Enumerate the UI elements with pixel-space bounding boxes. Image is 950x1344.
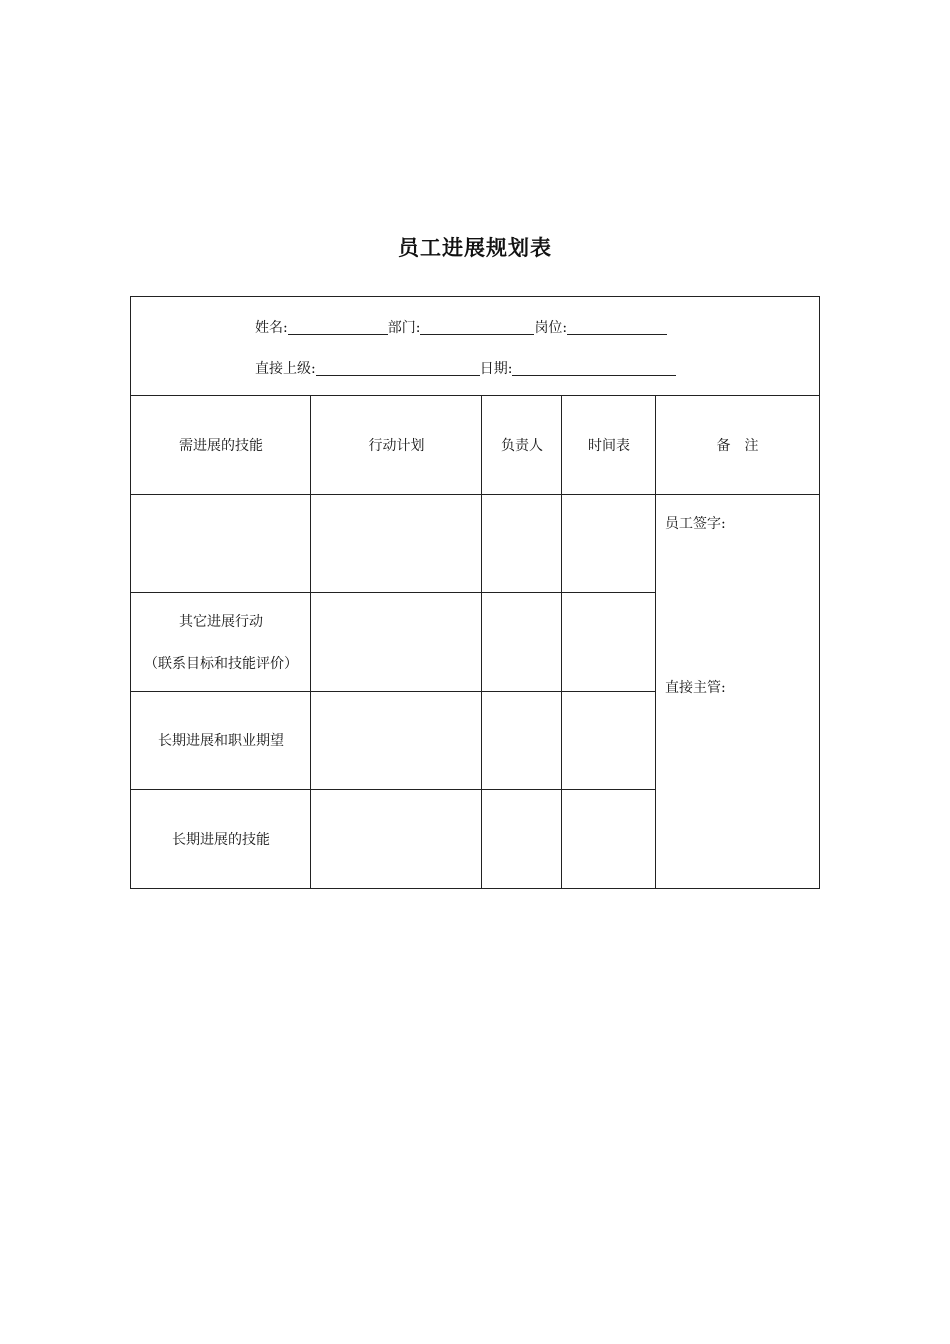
column-header-skill: 需进展的技能 [179,437,263,454]
page-title: 员工进展规划表 [398,236,552,260]
row-label-line: 其它进展行动 [179,613,263,630]
date-label: 日期: [479,361,513,377]
supervisor-field[interactable] [316,361,480,376]
column-header-owner: 负责人 [501,437,543,454]
plan-form [130,296,820,889]
post-label: 岗位: [534,320,568,336]
name-label: 姓名: [255,320,288,336]
dept-label: 部门: [387,320,421,336]
column-header-action-plan: 行动计划 [368,437,425,454]
row-label-other-actions [131,592,311,691]
employee-signature-label: 员工签字: [665,516,726,532]
row-label-skill[interactable] [131,494,311,592]
date-field[interactable] [512,361,676,376]
row-label-line: 长期进展的技能 [172,831,270,848]
supervisor-label: 直接上级: [255,361,316,377]
column-header-remarks: 备 注 [716,437,759,454]
dept-field[interactable] [420,320,534,335]
direct-manager-label: 直接主管: [665,680,726,696]
row-label-line: （联系目标和技能评价） [144,655,298,672]
post-field[interactable] [567,320,667,335]
name-field[interactable] [288,320,388,335]
info-line-2 [255,361,676,376]
row-label-long-term-career [131,691,311,789]
column-header-schedule: 时间表 [588,437,630,454]
row-label-long-term-skills [131,789,311,888]
info-line-1 [255,320,667,335]
row-label-line: 长期进展和职业期望 [158,733,284,749]
